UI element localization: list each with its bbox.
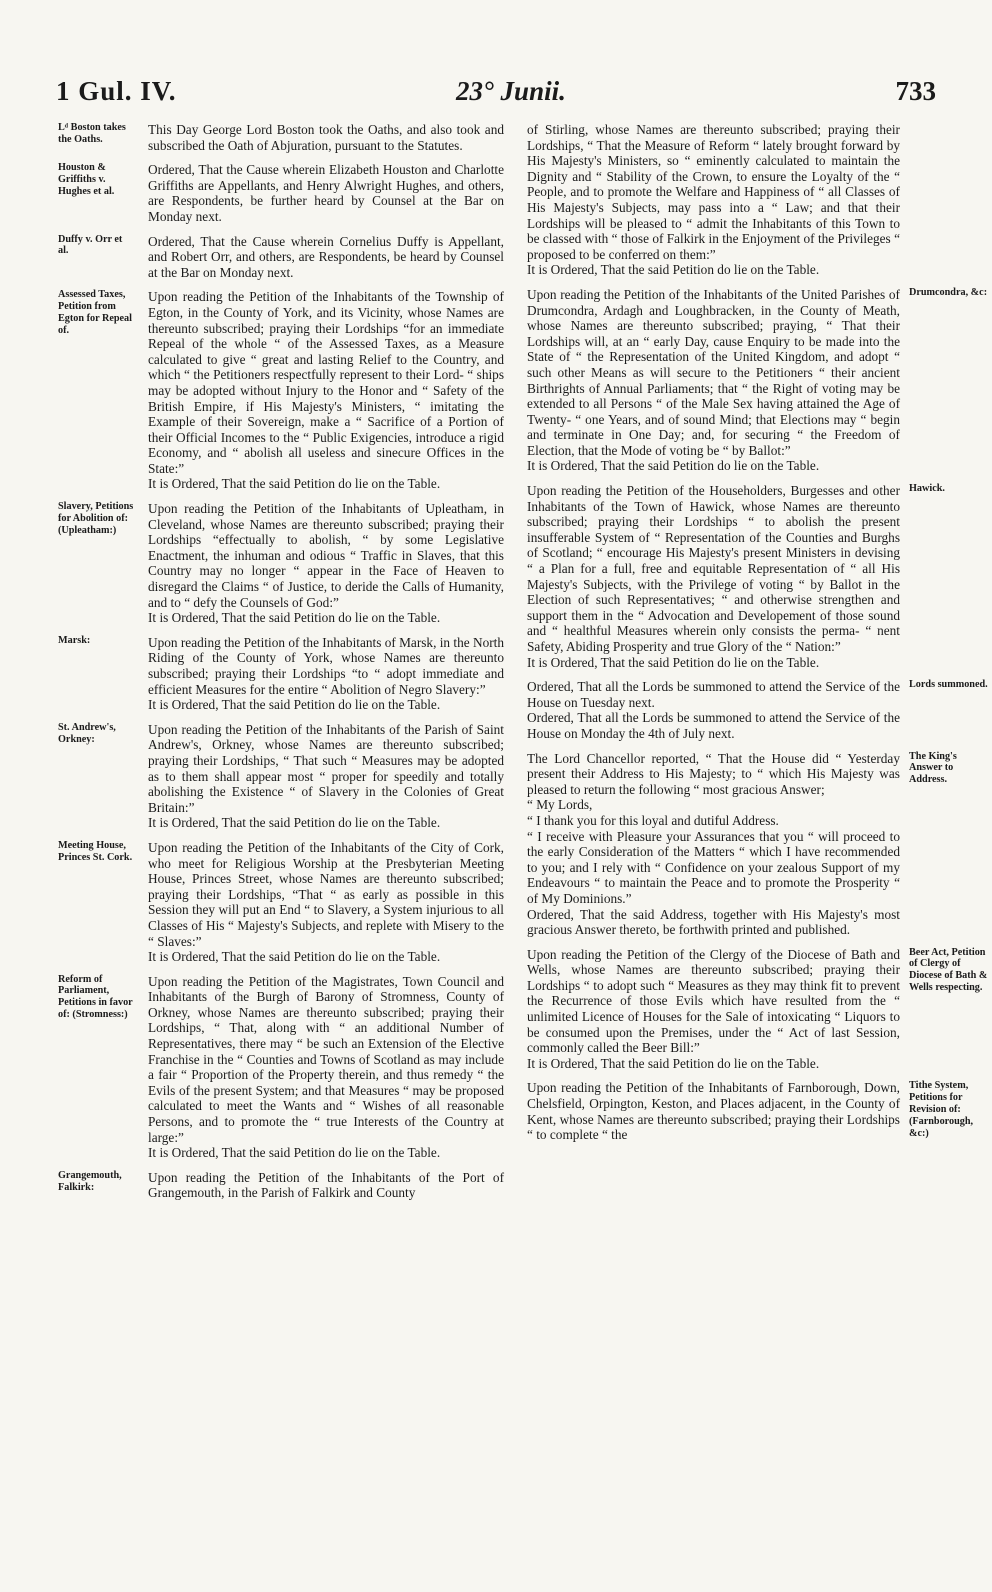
entry-paragraph: It is Ordered, That the said Petition do lie on the Table. (527, 458, 820, 474)
margin-note: Reform of Parliament, Petitions in favor of: (Stromness:) (58, 973, 133, 1021)
entry-paragraph: It is Ordered, That the said Petition do lie on the Table. (148, 697, 441, 713)
left-column (58, 122, 504, 1210)
entry-paragraph: of Stirling, whose Names are thereunto subscribed; praying their Lordships, “ That the Measure of Reform “ lately brought forward by His Majesty's Ministers, so “ eminently calculated to maintain the Dignity and “ Stability of the Crown, to ensure the Loyalty of the “ People, and to promote the Welfare and Happiness of “ all Classes of His Majesty's Subjects, may pass into a “ Law; and that their Lordships will be pleased to “ admit the Inhabitants of this Town to be classed with “ those of Falkirk in the Enjoyment of the Privileges “ proposed to be conferred on them:” (527, 122, 900, 262)
entry-paragraph: Ordered, That the Cause wherein Cornelius Duffy is Appellant, and Robert Orr, and others, are Respondents, be heard by Counsel at the Bar on Monday next. (148, 233, 504, 280)
entry-paragraph: It is Ordered, That the said Petition do lie on the Table. (148, 476, 441, 492)
entry-paragraph: Ordered, That all the Lords be summoned to attend the Service of the House on Tuesday next. (527, 679, 900, 710)
journal-entry (58, 721, 504, 831)
journal-entry (58, 973, 504, 1161)
entry-paragraph: It is Ordered, That the said Petition do lie on the Table. (527, 1055, 820, 1071)
journal-entry (527, 946, 988, 1072)
journal-entry (58, 501, 504, 626)
entry-paragraph: It is Ordered, That the said Petition do lie on the Table. (148, 610, 441, 626)
entry-paragraph: “ My Lords, (527, 797, 593, 813)
entry-paragraph: Ordered, That the said Address, together with His Majesty's most gracious Answer thereto, be forthwith printed and published. (527, 906, 900, 938)
entry-paragraph: Upon reading the Petition of the Inhabitants of Upleatham, in Cleveland, whose Names are thereunto subscribed; praying their Lordships “effectually to abolish, “ by some Legislative Enactment, the inhuman and odious “ Traffic in Slaves, that this Country may no longer “ appear in the Face of Heaven to disregard the Claims “ of Justice, to deride the Calls of Humanity, and to “ defy the Counsels of God:” (148, 501, 504, 610)
entry-paragraph: This Day George Lord Boston took the Oaths, and also took and subscribed the Oath of Abjuration, pursuant to the Statutes. (148, 122, 504, 153)
margin-note: Meeting House, Princes St. Cork. (58, 839, 133, 863)
entry-paragraph: “ I thank you for this loyal and dutiful Address. (527, 812, 779, 828)
entry-paragraph: It is Ordered, That the said Petition do lie on the Table. (148, 815, 441, 831)
entry-paragraph: The Lord Chancellor reported, “ That the House did “ Yesterday present their Address to His Majesty; to “ which His Majesty was pleased to return the following “ most gracious Answer; (527, 750, 900, 797)
margin-note: Hawick. (909, 483, 945, 495)
margin-note: The King's Answer to Address. (909, 750, 957, 786)
journal-entry (527, 286, 988, 474)
entry-paragraph: Upon reading the Petition of the Inhabitants of the Port of Grangemouth, in the Parish of Falkirk and County (148, 1169, 504, 1201)
margin-note: Beer Act, Petition of Clergy of Diocese of Bath & Wells respecting. (909, 946, 988, 994)
journal-entry (58, 122, 504, 153)
journal-entry (58, 1169, 504, 1201)
entry-paragraph: Upon reading the Petition of the Inhabitants of the Parish of Saint Andrew's, Orkney, whose Names are thereunto subscribed; praying their Lordships, “ That such “ Measures may be adopted as to them shall appear most “ proper for speedily and totally abolishing the Existence “ of Slavery in the Colonies of Great Britain:” (148, 721, 504, 815)
entry-paragraph: Ordered, That all the Lords be summoned to attend the Service of the House on Monday the 4th of July next. (527, 710, 900, 741)
journal-entry (527, 1080, 974, 1143)
margin-note: Duffy v. Orr et al. (58, 233, 123, 257)
entry-paragraph: Upon reading the Petition of the Inhabitants of Marsk, in the North Riding of the County of York, whose Names are thereunto subscribed; praying their Lordships “to “ adopt immediate and efficient Measures for the entire “ Abolition of Negro Slavery:” (148, 634, 504, 697)
journal-entry (527, 122, 900, 278)
entry-paragraph: It is Ordered, That the said Petition do lie on the Table. (148, 1145, 441, 1161)
journal-entry (527, 483, 945, 670)
regnal-year: 1 Gul. IV. (56, 76, 177, 106)
margin-note: Tithe System, Petitions for Revision of: (Farnborough, &c:) (909, 1080, 974, 1139)
journal-entry (527, 750, 957, 938)
entry-paragraph: Upon reading the Petition of the Householders, Burgesses and other Inhabitants of the Town of Hawick, whose Names are thereunto subscribed; praying their Lordships “ to abolish the present insufferable System of “ Representation of the Counties and Burghs of Scotland; “ encourage His Majesty's present Ministers in devising “ a Plan for a full, free and equitable Representation of “ all His Majesty's Subjects, with the Privilege of voting “ by Ballot in the Election of such Representatives; “ and otherwise strengthen and support them in the “ Advocation and Developement of those sound and “ healthful Measures wherein only consists the perma- “ nent Safety, Abiding Prosperity and true Glory of the “ Nation:” (527, 483, 900, 654)
margin-note: Lords summoned. (909, 679, 988, 691)
journal-entry (58, 233, 504, 281)
entry-paragraph: It is Ordered, That the said Petition do lie on the Table. (148, 949, 441, 965)
entry-paragraph: It is Ordered, That the said Petition do lie on the Table. (527, 654, 820, 670)
margin-note: Marsk: (58, 634, 91, 646)
margin-note: Lᵈ Boston takes the Oaths. (58, 122, 126, 145)
margin-note: Assessed Taxes, Petition from Egton for Repeal of. (58, 289, 132, 336)
margin-note: Houston & Griffiths v. Hughes et al. (58, 162, 115, 197)
journal-entry (527, 679, 988, 741)
entry-paragraph: It is Ordered, That the said Petition do lie on the Table. (527, 262, 820, 278)
margin-note: St. Andrew's, Orkney: (58, 721, 116, 745)
entry-paragraph: Ordered, That the Cause wherein Elizabeth Houston and Charlotte Griffiths are Appellants, and Henry Alwright Hughes, and others, are Respondents, be further heard by Counsel at the Bar on Monday next. (148, 162, 504, 224)
right-column (527, 122, 988, 1152)
entry-paragraph: Upon reading the Petition of the Clergy of the Diocese of Bath and Wells, whose Names are thereunto subscribed; praying their Lordships “ to adopt such “ Measures as they may think fit to prevent the Recurrence of those Evils which have resulted from the “ unlimited Licence of Houses for the Sale of intoxicating “ Liquors to be consumed upon the Premises, under the “ Act of last Session, commonly called the Beer Bill:” (527, 946, 900, 1056)
journal-entry (58, 162, 504, 224)
margin-note: Drumcondra, &c: (909, 286, 988, 298)
entry-paragraph: Upon reading the Petition of the Inhabitants of the United Parishes of Drumcondra, Ardagh and Loughbracken, in the County of Meath, whose Names are thereunto subscribed; praying, “ That their Lordships will, at an “ early Day, cause Enquiry to be made into the State of “ the Representation of the United Kingdom, and adopt “ such other Means as will secure to the Petitioners “ their ancient Birthrights of Annual Parliaments; that “ the Right of voting may be extended to all Persons “ of the Male Sex having attained the Age of Twenty- “ one Years, and of sound Mind; that Elections may “ begin and terminate in One Day; and, for securing “ the Freedom of Election, that the Mode of voting be “ by Ballot:” (527, 286, 900, 458)
margin-note: Slavery, Petitions for Abolition of: (Upleatham:) (58, 501, 134, 536)
entry-paragraph: “ I receive with Pleasure your Assurances that you “ will proceed to the early Consideration of the Matters “ which I have recommended to you; and I rely with “ Confidence on your zealous Support of my Endeavours “ to maintain the Peace and to promote the Prosperity “ of My Dominions.” (527, 828, 900, 906)
entry-paragraph: Upon reading the Petition of the Inhabitants of the City of Cork, who meet for Religious Worship at the Presbyterian Meeting House, Princes Street, whose Names are thereunto subscribed; praying their Lordships, “That “ as early as possible in this Session they will put an End “ to Slavery, a System injurious to all Classes of His “ Majesty's Subjects, and replete with Misery to the “ Slaves:” (148, 839, 504, 949)
entry-paragraph: Upon reading the Petition of the Inhabitants of Farnborough, Down, Chelsfield, Orpington, Keston, and Places adjacent, in the County of Kent, whose Names are thereunto subscribed; praying their Lordships “ to complete “ the (527, 1080, 900, 1143)
entry-paragraph: Upon reading the Petition of the Inhabitants of the Township of Egton, in the County of York, and its Vicinity, whose Names are thereunto subscribed; praying their Lordships “for an immediate Repeal of the whole “ of the Assessed Taxes, as a Measure calculated to give “ great and lasting Relief to the Country, and which “ the Petitioners respectfully represent to their Lord- “ ships may be adopted without Injury to the Honor and “ Safety of the British Empire, if His Majesty's Ministers, “ imitating the Example of their Sovereign, make a “ Sacrifice of a Portion of their Official Incomes to the “ Public Exigencies, introduce a rigid Economy, and “ abolish all useless and sinecure Offices in the State:” (148, 289, 504, 476)
page-header (56, 76, 972, 116)
margin-note: Grangemouth, Falkirk: (58, 1169, 122, 1193)
entry-paragraph: Upon reading the Petition of the Magistrates, Town Council and Inhabitants of the Burgh of Barony of Stromness, County of Orkney, whose Names are thereunto subscribed; praying their Lordships, “ That, along with “ an additional Number of Representatives, there may “ be such an Extension of the Elective Franchise in the “ Counties and Towns of Scotland as may include a fair “ Proportion of the Property therein, and thus remedy “ the Evils of the present System; and that Measures “ may be proposed calculated to meet the Wants and “ Wishes of all reasonable Persons, and to promote the “ true Interests of the Country at large:” (148, 973, 504, 1145)
page-date: 23° Junii. (456, 76, 566, 106)
page-number: 733 (895, 76, 936, 106)
journal-entry (58, 289, 504, 492)
journal-entry (58, 839, 504, 965)
journal-entry (58, 634, 504, 713)
